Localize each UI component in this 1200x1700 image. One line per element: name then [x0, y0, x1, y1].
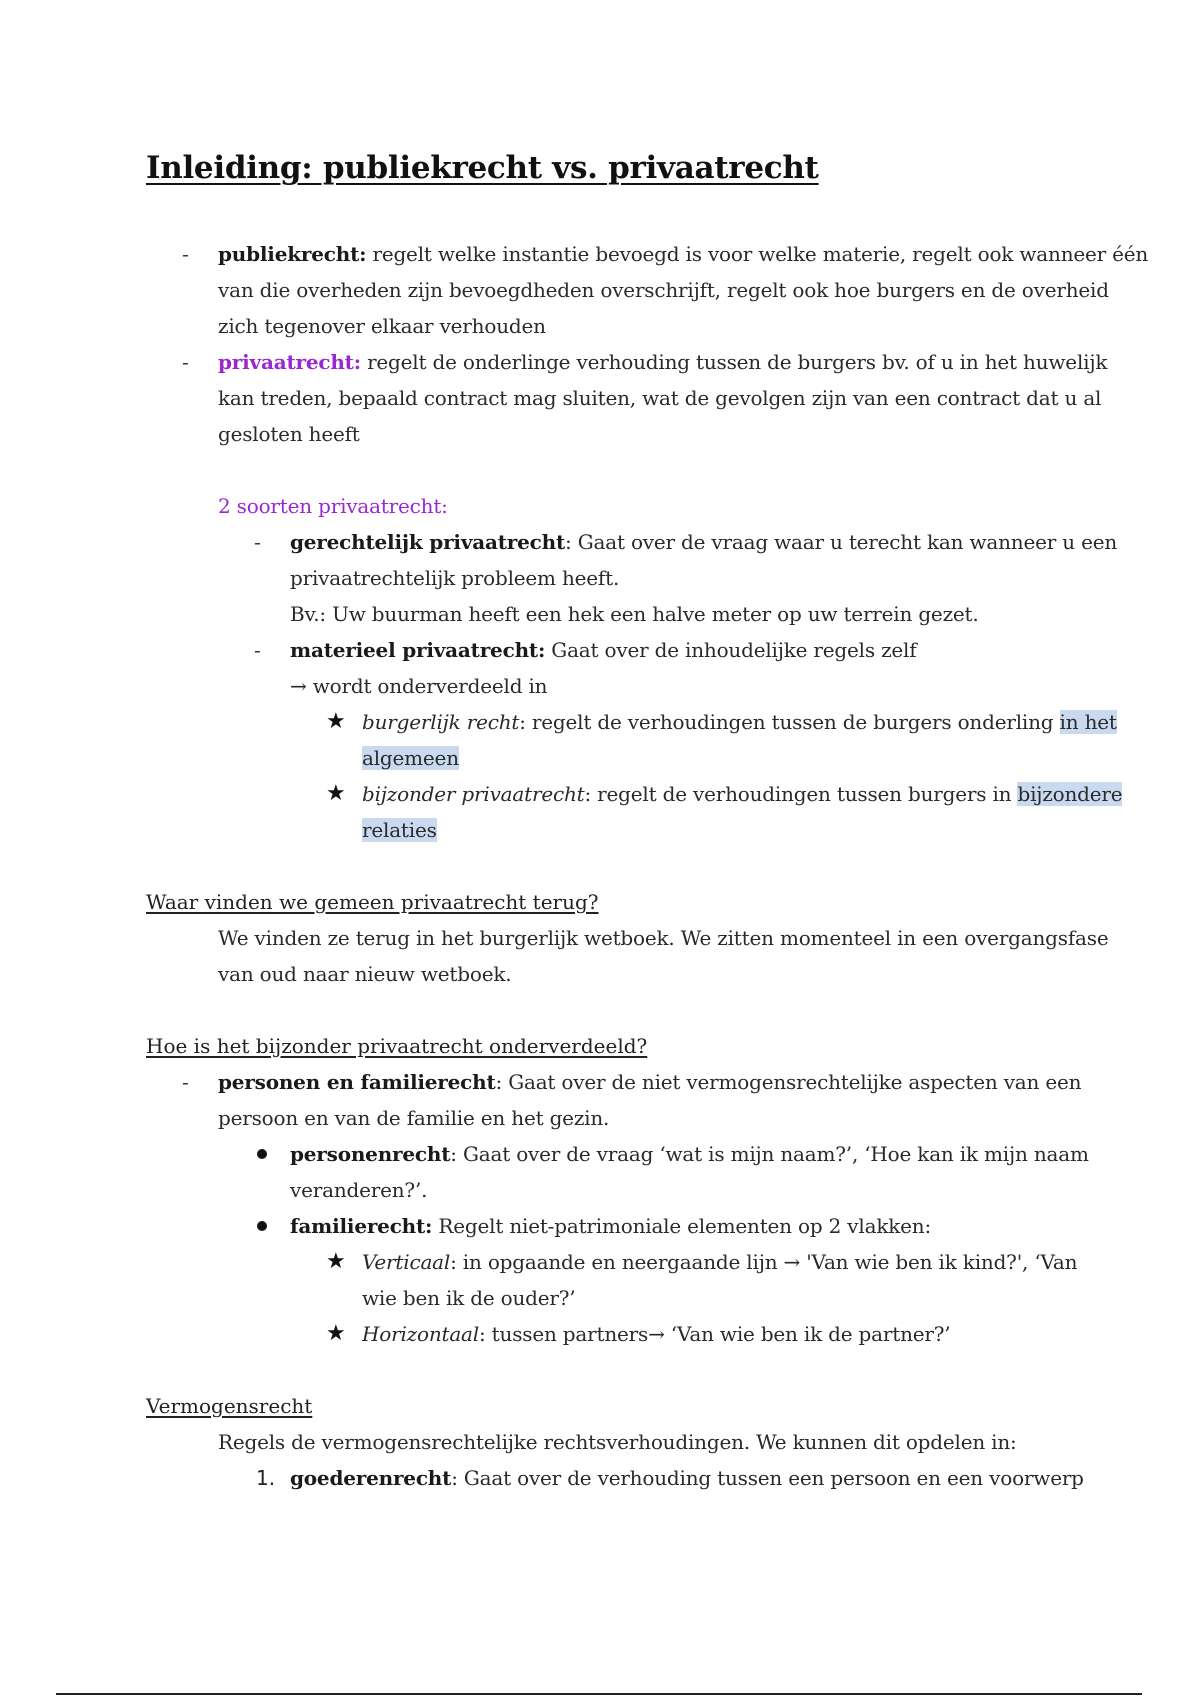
materieel-term: materieel privaatrecht:	[290, 638, 546, 662]
privaatrecht-line-3: gesloten heeft	[218, 422, 360, 446]
publiekrecht-text: regelt welke instantie bevoegd is voor welke materie, regelt ook wanneer één	[366, 242, 1149, 266]
publiekrecht-line-2: van die overheden zijn bevoegdheden overschrijft, regelt ook hoe burgers en de overheid	[218, 278, 1109, 302]
highlight: relaties	[362, 818, 437, 842]
personen-line-1	[218, 1064, 1081, 1100]
soorten-heading: 2 soorten privaatrecht:	[218, 494, 448, 518]
dash-bullet: -	[254, 638, 261, 662]
dash-bullet: -	[182, 242, 189, 266]
dash-bullet: -	[182, 1070, 189, 1094]
gerechtelijk-line-2: privaatrechtelijk probleem heeft.	[290, 566, 620, 590]
materieel-line-2: → wordt onderverdeeld in	[290, 674, 548, 698]
verticaal-term: Verticaal	[362, 1250, 451, 1274]
goederenrecht-line-1	[290, 1460, 1084, 1496]
personen-term: personen en familierecht	[218, 1070, 496, 1094]
publiekrecht-term: publiekrecht:	[218, 242, 367, 266]
star-bullet-icon: ★	[326, 1321, 346, 1346]
personen-text: : Gaat over de niet vermogensrechtelijke aspecten van een	[495, 1070, 1082, 1094]
dash-bullet: -	[254, 530, 261, 554]
bijzonder-term: bijzonder privaatrecht	[362, 782, 585, 806]
star-bullet-icon: ★	[326, 781, 346, 806]
publiekrecht-line-3: zich tegenover elkaar verhouden	[218, 314, 546, 338]
bijzonder-line-1	[362, 776, 1122, 812]
burgerlijk-text: : regelt de verhoudingen tussen de burgers onderling	[519, 710, 1060, 734]
gerechtelijk-line-1	[290, 524, 1117, 560]
personenrecht-term: personenrecht	[290, 1142, 451, 1166]
verticaal-line-1	[362, 1244, 1077, 1280]
privaatrecht-term: privaatrecht:	[218, 350, 361, 374]
publiekrecht-line-1	[218, 236, 1148, 272]
burgerlijk-line-1	[362, 704, 1117, 740]
verticaal-text: : in opgaande en neergaande lijn → 'Van wie ben ik kind?', ‘Van	[450, 1250, 1078, 1274]
highlight: in het	[1059, 710, 1117, 734]
burgerlijk-line-2	[362, 740, 459, 776]
familierecht-text: Regelt niet-patrimoniale elementen op 2 vlakken:	[432, 1214, 932, 1238]
personen-line-2: persoon en van de familie en het gezin.	[218, 1106, 610, 1130]
star-bullet-icon: ★	[326, 1249, 346, 1274]
materieel-line-1	[290, 632, 916, 668]
highlight: algemeen	[362, 746, 459, 770]
list-number: 1.	[256, 1466, 276, 1490]
bijzonder-line-2	[362, 812, 437, 848]
waar-line-2: van oud naar nieuw wetboek.	[218, 962, 512, 986]
page-title: Inleiding: publiekrecht vs. privaatrecht	[146, 150, 819, 186]
personenrecht-text: : Gaat over de vraag ‘wat is mijn naam?’, ‘Hoe kan ik mijn naam	[450, 1142, 1089, 1166]
bottom-divider	[56, 1693, 1142, 1695]
horizontaal-text: : tussen partners→ ‘Van wie ben ik de partner?’	[478, 1322, 951, 1346]
materieel-text: Gaat over de inhoudelijke regels zelf	[545, 638, 917, 662]
privaatrecht-line-1	[218, 344, 1107, 380]
waar-heading: Waar vinden we gemeen privaatrecht terug?	[146, 890, 599, 914]
familierecht-line-1	[290, 1208, 931, 1244]
waar-line-1: We vinden ze terug in het burgerlijk wetboek. We zitten momenteel in een overgangsfase	[218, 926, 1109, 950]
bullet-dot	[257, 1221, 267, 1231]
burgerlijk-term: burgerlijk recht	[362, 710, 520, 734]
highlight: bijzondere	[1017, 782, 1123, 806]
vermogen-heading: Vermogensrecht	[146, 1394, 313, 1418]
horizontaal-line-1	[362, 1316, 950, 1352]
privaatrecht-line-2: kan treden, bepaald contract mag sluiten, wat de gevolgen zijn van een contract dat u al	[218, 386, 1102, 410]
gerechtelijk-example: Bv.: Uw buurman heeft een hek een halve meter op uw terrein gezet.	[290, 602, 979, 626]
personenrecht-line-2: veranderen?’.	[290, 1178, 428, 1202]
bijzonder-text: : regelt de verhoudingen tussen burgers in	[584, 782, 1018, 806]
verticaal-line-2: wie ben ik de ouder?’	[362, 1286, 576, 1310]
dash-bullet: -	[182, 350, 189, 374]
hoe-heading: Hoe is het bijzonder privaatrecht onderverdeeld?	[146, 1034, 648, 1058]
personenrecht-line-1	[290, 1136, 1089, 1172]
privaatrecht-text: regelt de onderlinge verhouding tussen de burgers bv. of u in het huwelijk	[360, 350, 1108, 374]
gerechtelijk-term: gerechtelijk privaatrecht	[290, 530, 566, 554]
gerechtelijk-text: : Gaat over de vraag waar u terecht kan wanneer u een	[565, 530, 1118, 554]
goederenrecht-term: goederenrecht	[290, 1466, 452, 1490]
goederenrecht-text: : Gaat over de verhouding tussen een persoon en een voorwerp	[451, 1466, 1084, 1490]
horizontaal-term: Horizontaal	[362, 1322, 479, 1346]
star-bullet-icon: ★	[326, 709, 346, 734]
familierecht-term: familierecht:	[290, 1214, 433, 1238]
vermogen-line-1: Regels de vermogensrechtelijke rechtsverhoudingen. We kunnen dit opdelen in:	[218, 1430, 1017, 1454]
bullet-dot	[257, 1149, 267, 1159]
